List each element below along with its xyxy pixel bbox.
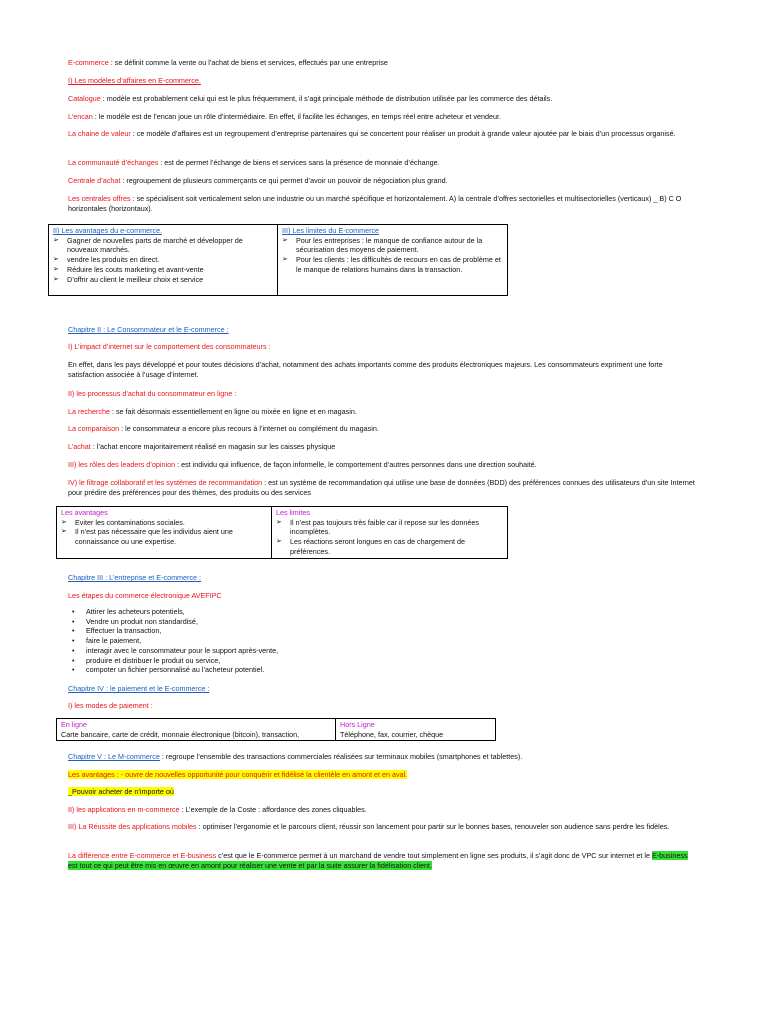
list-item: ➢ D’offrir au client le meilleur choix et service <box>53 275 273 285</box>
leaders-paragraph <box>68 460 698 470</box>
list-item: • Effectuer la transaction, <box>68 626 698 636</box>
difference-text: c’est que le E-commerce permet à un marchand de vendre tout simplement en ligne ses produits, il s’agit donc de VPC sur internet et le <box>216 851 652 860</box>
avantages-limites-table <box>48 224 508 296</box>
model-term: La chaine de valeur <box>68 129 131 138</box>
model-text: : le modèle est de l’encan joue un rôle d’intermédiaire. En effet, il facilite les échanges, en temps réel entre acheteur et vendeur. <box>92 112 501 121</box>
avantages-m-text: Les avantages : - ouvre de nouvelles opportunité pour conquérir et fidélisé la clientèle en amont et en aval. <box>68 770 408 779</box>
model-catalogue <box>68 94 698 104</box>
table3-left-header: En ligne <box>61 720 87 729</box>
table2-right-header: Les limites <box>276 508 310 517</box>
intro-paragraph <box>68 58 698 68</box>
filtrage-limites-list <box>276 518 503 557</box>
etapes-list <box>68 607 698 675</box>
etapes-title: Les étapes du commerce électronique AVEFIPC <box>68 591 222 600</box>
leaders-text: : est individu qui influence, de façon informelle, le comportement d’autres personnes dans une direction souhaité. <box>175 460 537 469</box>
chapter2-title: Chapitre II : Le Consommateur et le E-commerce : <box>68 325 229 334</box>
list-item: ➢ Eviter les contaminations sociales. <box>61 518 267 528</box>
table2-left-cell <box>57 507 272 559</box>
process-text: : l’achat encore majoritairement réalisé en magasin sur les caisses physique <box>90 442 336 451</box>
list-item: • Attirer les acheteurs potentiels, <box>68 607 698 617</box>
intro-term: E-commerce <box>68 58 109 67</box>
filtrage-avantages-list <box>61 518 267 547</box>
list-item: ➢ Il n’est pas toujours très faible car il repose sur les données incomplètes. <box>276 518 503 537</box>
model-term: Les centrales offres <box>68 194 131 203</box>
list-item: • interagir avec le consommateur pour le support après-vente, <box>68 646 698 656</box>
reussite-text: : optimiser l’ergonomie et le parcours client, réussir son lancement pour partir sur le bonnes bases, renouveler son audience sans perdre les fidèles. <box>196 822 670 831</box>
avantages-list <box>53 236 273 285</box>
limites-list <box>282 236 503 275</box>
list-item: ➢ Pour les clients : les difficultés de recours en cas de problème et le manque de relations humains dans la transaction. <box>282 255 503 274</box>
chapter5-text: : regroupe l’ensemble des transactions commerciales réalisées sur terminaux mobiles (smartphones et tablettes). <box>159 752 523 761</box>
model-text: : modèle est probablement celui qui est le plus fréquemment, il s’agit principale méthode de distribution utilisée par les commerce des détails. <box>100 94 553 103</box>
list-item: ➢ Les réactions seront longues en cas de chargement de préférences. <box>276 537 503 556</box>
impact-title: I) L’impact d’internet sur le comportement des consommateurs : <box>68 342 271 351</box>
model-text: : est de permet l’échange de biens et services sans la présence de monnaie d’échange. <box>158 158 440 167</box>
list-item: • produire et distribuer le produit ou service, <box>68 656 698 666</box>
process-text: : le consommateur a encore plus recours à l’internet ou complément du magasin. <box>119 424 379 433</box>
model-communaute <box>68 158 698 168</box>
process-term: La comparaison <box>68 424 120 433</box>
model-encan <box>68 112 698 122</box>
model-term: Catalogue <box>68 94 101 103</box>
chapter3-title: Chapitre III : L’entreprise et E-commerce : <box>68 573 202 582</box>
model-term: Centrale d’achat <box>68 176 121 185</box>
table1-right-cell <box>278 225 508 296</box>
difference-term: La différence entre E-commerce et E-business <box>68 851 217 860</box>
section1-title: I) Les modèles d’affaires en E-commerce. <box>68 76 201 85</box>
list-item: ➢ Gagner de nouvelles parts de marché et développer de nouveaux marchés. <box>53 236 273 255</box>
table3-right-header: Hors Ligne <box>340 720 375 729</box>
applications-term: II) les applications en m-commerce <box>68 805 180 814</box>
modes-title: I) les modes de paiement : <box>68 701 153 710</box>
chapter5-title: Chapitre V : Le M-commerce <box>68 752 160 761</box>
list-item: ➢ Pour les entreprises : le manque de confiance autour de la sécurisation des moyens de paiement. <box>282 236 503 255</box>
table1-left-header: II) Les avantages du e-commerce. <box>53 226 163 235</box>
pouvoir-text: _Pouvoir acheter de n’importe où <box>68 787 174 796</box>
list-item: • Vendre un produit non standardisé, <box>68 617 698 627</box>
table3-left-cell <box>57 719 336 741</box>
applications-text: : L’exemple de la Coste : affordance des zones cliquables. <box>179 805 367 814</box>
process-term: La recherche <box>68 407 110 416</box>
intro-text: : se définit comme la vente ou l’achat de biens et services, effectués par une entreprise <box>108 58 388 67</box>
model-centrale-achat <box>68 176 698 186</box>
chapter4-title: Chapitre IV : le paiement et le E-commerce : <box>68 684 210 693</box>
model-text: : ce modèle d’affaires est un regroupement d’entreprise partenaires qui se concertent pour réaliser un produit à grande valeur ajoutée par le biais d’un processus organisé. <box>130 129 676 138</box>
model-chaine-valeur <box>68 129 698 139</box>
table3-right-cell <box>336 719 496 741</box>
filtrage-paragraph <box>68 478 698 497</box>
chapter5-paragraph <box>68 752 698 762</box>
difference-highlight: E-business est tout ce qui peut être mis en œuvre en amont pour réaliser une vente et par la suite assurer la fidélisation client. <box>68 851 688 870</box>
process-comparaison <box>68 424 698 434</box>
process-title: II) les processus d’achat du consommateur en ligne : <box>68 389 237 398</box>
list-item: ➢ Il n’est pas nécessaire que les individus aient une connaissance ou une expertise. <box>61 527 267 546</box>
avantages-m-paragraph <box>68 770 698 780</box>
applications-paragraph <box>68 805 698 815</box>
model-text: : se spécialisent soit verticalement selon une industrie ou un marché spécifique et horizontalement. A) la centrale d’offres sectorielles et multisectorielles (verticaux) _ B) C O horizontales (horizontaux). <box>68 194 682 213</box>
table2-right-cell <box>272 507 508 559</box>
model-term: L’encan <box>68 112 93 121</box>
model-text: : regroupement de plusieurs commerçants ce qui permet d’avoir un pouvoir de négociation plus grand. <box>120 176 448 185</box>
table1-left-cell <box>49 225 278 296</box>
filtrage-term: IV) le filtrage collaboratif et les systèmes de recommandation <box>68 478 263 487</box>
table2-left-header: Les avantages <box>61 508 108 517</box>
list-item: • compoter un fichier personnalisé au l’acheteur potentiel. <box>68 665 698 675</box>
impact-text: En effet, dans les pays développé et pour toutes décisions d’achat, notamment des achats importants comme des produits électroniques majeurs. Les consommateurs expriment une forte satisfaction associée à l’usage d’internet. <box>68 360 663 379</box>
table3-right-text: Téléphone, fax, courrier, chèque <box>340 729 444 739</box>
paiement-table <box>56 718 496 741</box>
leaders-term: III) les rôles des leaders d’opinion <box>68 460 176 469</box>
list-item: ➢ vendre les produits en direct. <box>53 255 273 265</box>
process-recherche <box>68 407 698 417</box>
filtrage-table <box>56 506 508 559</box>
model-term: La communauté d’échanges <box>68 158 159 167</box>
model-centrales-offres <box>68 194 698 213</box>
pouvoir-paragraph <box>68 787 698 797</box>
table3-left-text: Carte bancaire, carte de crédit, monnaie électronique (bitcoin), transaction, <box>61 729 300 739</box>
difference-paragraph <box>68 851 698 870</box>
process-term: L’achat <box>68 442 91 451</box>
table1-right-header: III) Les limites du E-commerce <box>282 226 380 235</box>
reussite-paragraph <box>68 822 698 832</box>
list-item: ➢ Réduire les couts marketing et avant-vente <box>53 265 273 275</box>
list-item: • faire le paiement, <box>68 636 698 646</box>
filtrage-text: : est un système de recommandation qui utilise une base de données (BDD) des préférences connues des utilisateurs d’un site Internet pour prédire des préférences pour des thèmes, des produits ou des services <box>68 478 695 497</box>
reussite-term: III) La Réussite des applications mobiles <box>68 822 197 831</box>
process-text: : se fait désormais essentiellement en ligne ou mixée en ligne et en magasin. <box>109 407 357 416</box>
process-achat <box>68 442 698 452</box>
